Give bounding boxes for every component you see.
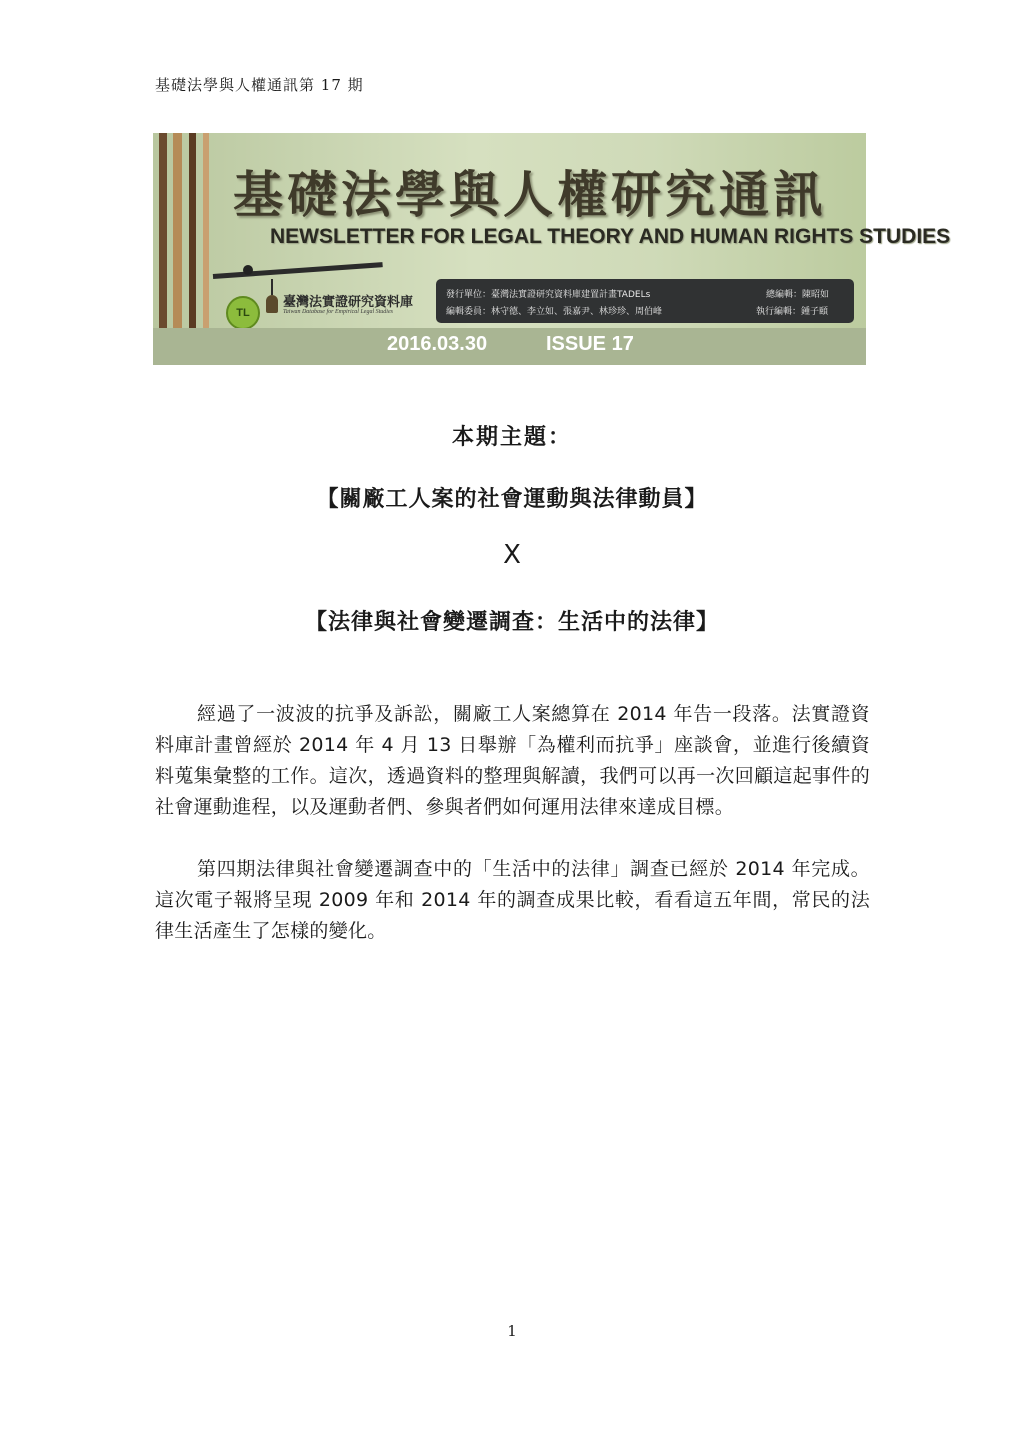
scale-weight-icon xyxy=(243,265,253,275)
banner-pillar xyxy=(189,133,196,328)
topics-heading: 本期主題： xyxy=(451,425,572,450)
chief-editor-line: 總編輯：陳昭如 xyxy=(766,290,830,300)
banner-pillar xyxy=(173,133,182,328)
issue-number: ISSUE 17 xyxy=(546,333,634,355)
database-logo-icon: TL xyxy=(226,296,260,330)
executive-editor-line: 執行編輯：鍾子頤 xyxy=(756,307,829,317)
issue-date: 2016.03.30 xyxy=(387,333,488,355)
scale-hook-icon xyxy=(271,279,273,295)
topic-one: 【關廠工人案的社會運動與法律動員】 xyxy=(316,487,708,512)
database-name-zh: 臺灣法實證研究資料庫 xyxy=(283,295,414,310)
body-paragraph: 經過了一波波的抗爭及訴訟，關廠工人案總算在 2014 年告一段落。法實證資料庫計畫曾經於 2014 年 4 月 13 日舉辦「為權利而抗爭」座談會，並進行後續資料蒐集彙整的工作。這次，透過資料的整理與解讀，我們可以再一次回顧這起事件的社會運動進程，以及運動者們、參與者們如何運用法律來達成目標。 xyxy=(155,703,870,818)
database-name-en: Taiwan Database for Empirical Legal Studies xyxy=(283,309,393,315)
editors-line: 編輯委員：林守德、李立如、張嘉尹、林珍珍、周伯峰 xyxy=(446,307,663,317)
page-number: 1 xyxy=(507,1322,517,1340)
topic-two: 【法律與社會變遷調查：生活中的法律】 xyxy=(304,610,719,635)
running-header: 基礎法學與人權通訊第 17 期 xyxy=(155,76,364,94)
masthead-info-box xyxy=(436,279,854,323)
newsletter-banner xyxy=(153,133,951,365)
publisher-line: 發行單位：臺灣法實證研究資料庫建置計畫TADELs xyxy=(446,290,651,300)
body-paragraph: 第四期法律與社會變遷調查中的「生活中的法律」調查已經於 2014 年完成。這次電子報將呈現 2009 年和 2014 年的調查成果比較，看看這五年間，常民的法律生活產生了怎樣的變化。 xyxy=(155,858,870,942)
topic-separator: X xyxy=(503,540,521,570)
banner-title-en: NEWSLETTER FOR LEGAL THEORY AND HUMAN RIGHTS STUDIES xyxy=(270,225,951,248)
issue-bar xyxy=(153,328,866,365)
banner-pillar xyxy=(203,133,209,328)
banner-title-zh: 基礎法學與人權研究通訊 xyxy=(233,165,827,224)
bell-weight-icon xyxy=(266,295,278,313)
banner-pillar xyxy=(159,133,167,328)
